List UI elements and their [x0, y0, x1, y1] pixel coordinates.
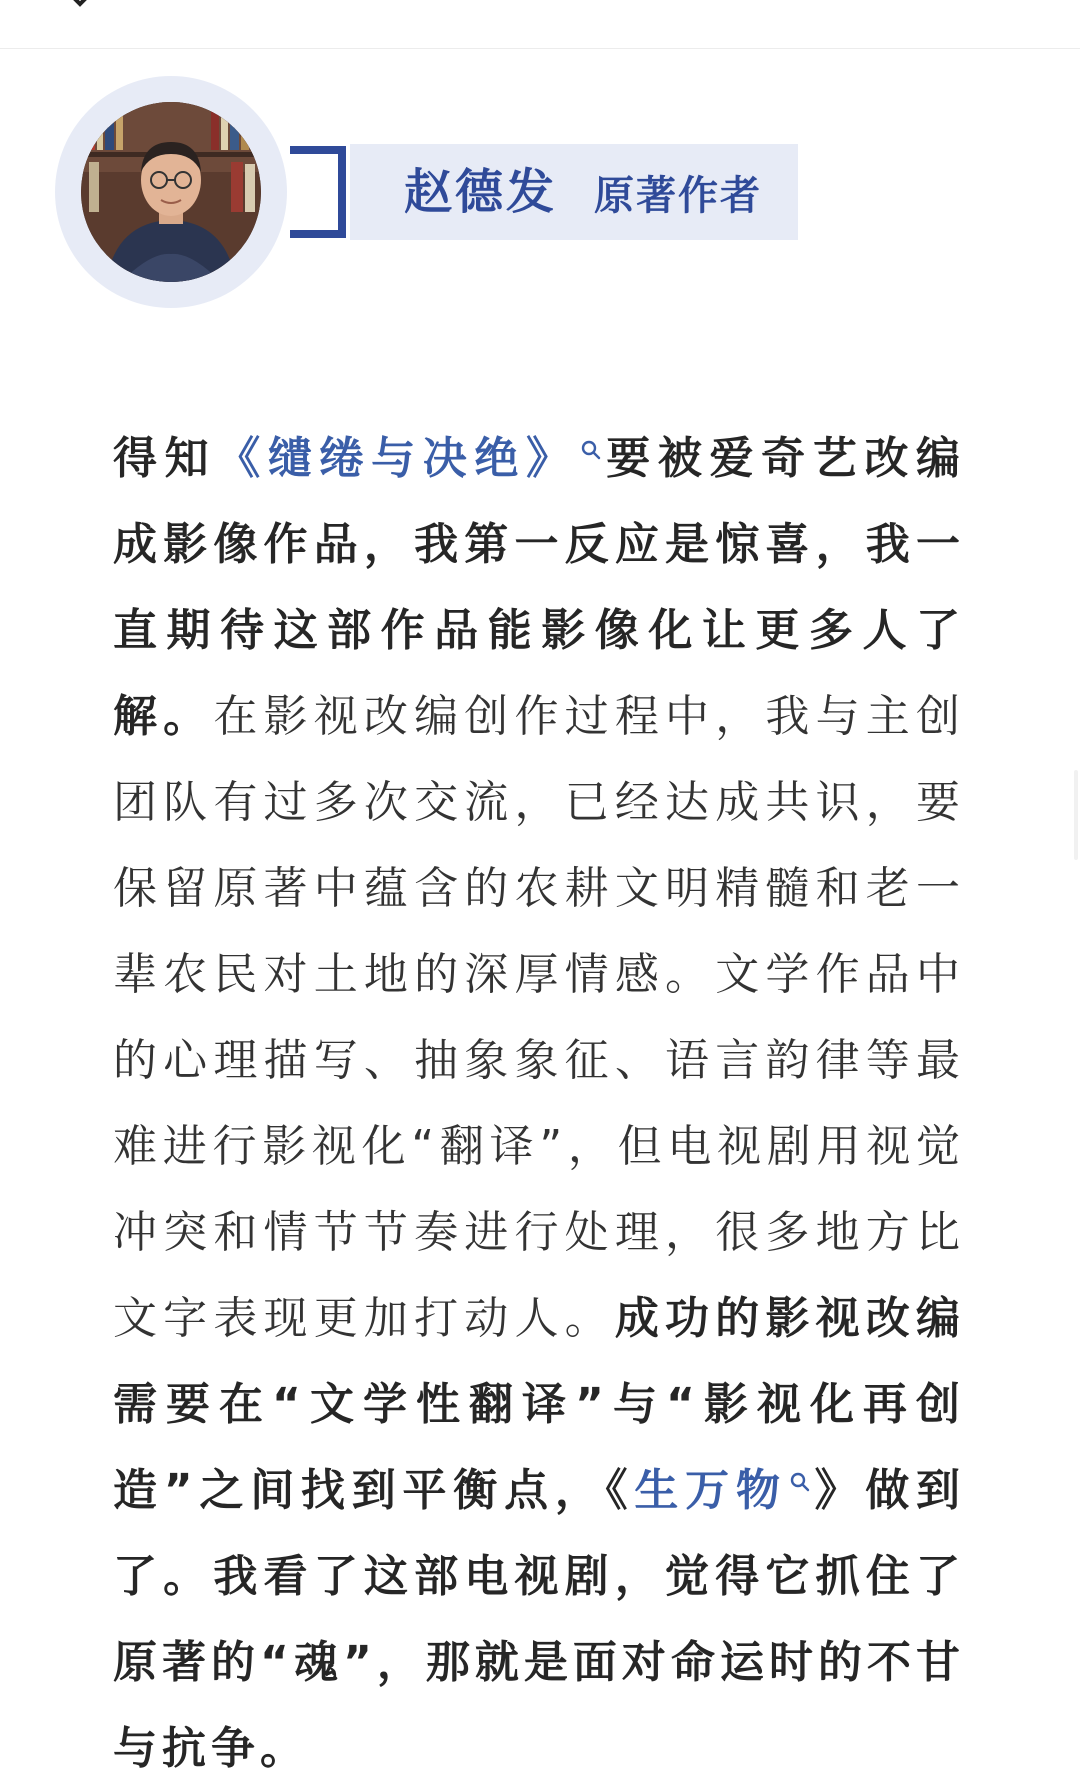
title-bracket-decoration: [290, 144, 368, 240]
bold-text: 得知: [113, 433, 217, 484]
bold-text: 要被爱奇艺改编成影像作品，我第一反应是惊喜，我一直期待这部作品能影像化让更多人了解。: [113, 433, 965, 742]
search-icon[interactable]: [789, 1444, 811, 1474]
book-bracket-open: 《: [605, 1465, 635, 1516]
author-role: 原著作者: [594, 173, 762, 219]
book-bracket-close: 》: [812, 1465, 866, 1516]
avatar-ring: [55, 76, 287, 308]
author-name: 赵德发: [404, 164, 558, 220]
book-link-qianjuan[interactable]: 《缱绻与决绝》: [216, 433, 578, 484]
top-bar: [0, 0, 1080, 49]
bold-text: 成功的影视改编需要在“文学性翻译”与“影视化再创造”之间找到平衡点，: [113, 1293, 965, 1516]
author-header: [0, 48, 1080, 348]
author-portrait-image: [81, 102, 261, 282]
scrollbar[interactable]: [1074, 770, 1078, 860]
article-paragraph: [113, 416, 965, 1792]
book-link-shengwanwu[interactable]: 生万物: [634, 1465, 787, 1516]
author-name-box: [368, 144, 798, 240]
bold-text: 做到了。我看了这部电视剧，觉得它抓住了原著的“魂”，那就是面对命运时的不甘与抗争。: [113, 1465, 966, 1774]
avatar: [81, 102, 261, 282]
close-button[interactable]: [50, 0, 110, 18]
close-icon: [50, 0, 110, 18]
search-icon[interactable]: [580, 412, 602, 442]
article-body: [113, 416, 965, 1792]
regular-text: 在影视改编创作过程中，我与主创团队有过多次交流，已经达成共识，要保留原著中蕴含的农耕文明精髓和老一辈农民对土地的深厚情感。文学作品中的心理描写、抽象象征、语言韵律等最难进行影视化“翻译”，但电视剧用视觉冲突和情节节奏进行处理，很多地方比文字表现更加打动人。: [113, 691, 965, 1344]
